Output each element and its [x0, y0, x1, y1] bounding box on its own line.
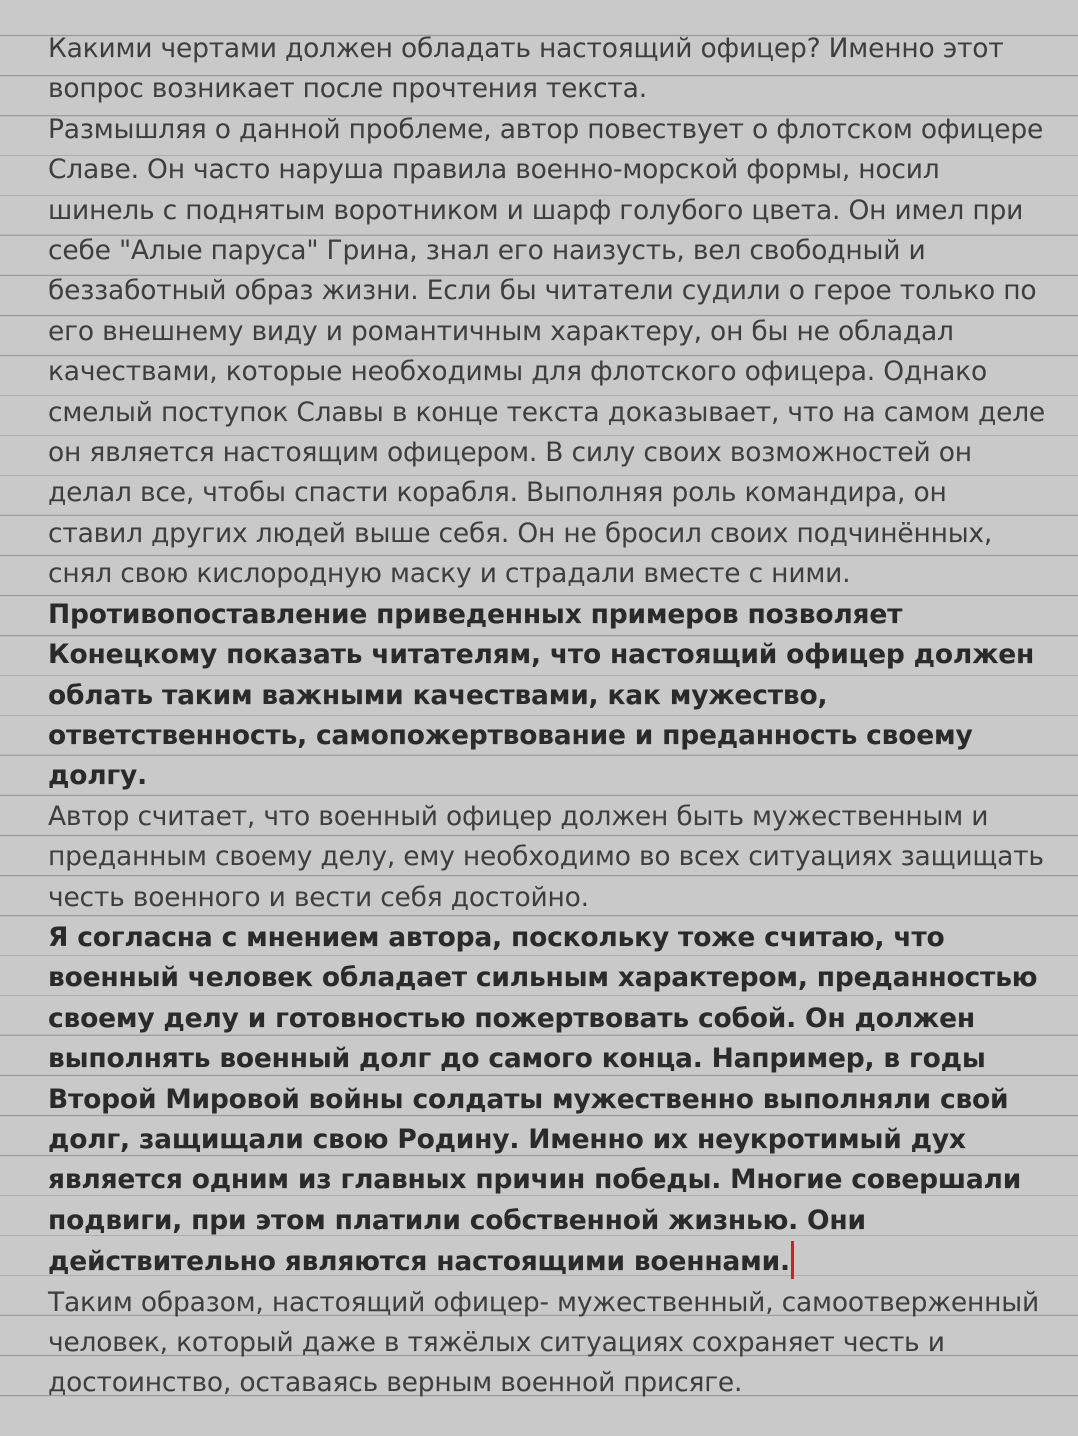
- paragraph-4: [48, 918, 1048, 1283]
- paragraph-1-text: Какими чертами должен обладать настоящий офицер? Именно этот вопрос возникает после прочтения текста.: [48, 33, 1004, 105]
- paragraph-5: [48, 1283, 1048, 1404]
- paragraph-2: [48, 110, 1048, 797]
- text-cursor: [791, 1241, 794, 1279]
- paragraph-2-bold-text: Противопоставление приведенных примеров позволяет Конецкому показать читателям, что настоящий офицер должен облать таким важными качествами, как мужество, ответственность, самопожертвование и преданность своему долгу.: [48, 598, 1035, 792]
- paragraph-3: [48, 797, 1048, 918]
- paragraph-4-bold-text: Я согласна с мнением автора, поскольку тоже считаю, что военный человек обладает сильным характером, преданностью своему делу и готовностью пожертвовать собой. Он должен выполнять военный долг до самого конца. Например, в годы Второй Мировой войны солдаты мужественно выполняли свой долг, защищали свою Родину. Именно их неукротимый дух является одним из главных причин победы. Многие совершали подвиги, при этом платили собственной жизнью. Они действительно являются настоящими военнами.: [48, 921, 1038, 1278]
- paragraph-1: [48, 29, 1048, 110]
- paragraph-2-text: Размышляя о данной проблеме, автор повествует о флотском офицере Славе. Он часто наруша правила военно-морской формы, носил шинель с поднятым воротником и шарф голубого цвета. Он имел при себе "Алые паруса" Грина, знал его наизусть, вел свободный и беззаботный образ жизни. Если бы читатели судили о герое только по его внешнему виду и романтичным характеру, он бы не обладал качествами, которые необходимы для флотского офицера. Однако смелый поступок Славы в конце текста доказывает, что на самом деле он является настоящим офицером. В силу своих возможностей он делал все, чтобы спасти корабля. Выполняя роль командира, он ставил других людей выше себя. Он не бросил своих подчинённых, снял свою кислородную маску и страдали вместе с ними.: [48, 113, 1046, 590]
- note-text-editor[interactable]: [48, 29, 1048, 1404]
- paragraph-3-text: Автор считает, что военный офицер должен быть мужественным и преданным своему делу, ему необходимо во всех ситуациях защищать честь военного и вести себя достойно.: [48, 800, 1044, 913]
- paragraph-5-text: Таким образом, настоящий офицер- мужественный, самоотверженный человек, который даже в тяжёлых ситуациях сохраняет честь и достоинство, оставаясь верным военной присяге.: [48, 1286, 1040, 1399]
